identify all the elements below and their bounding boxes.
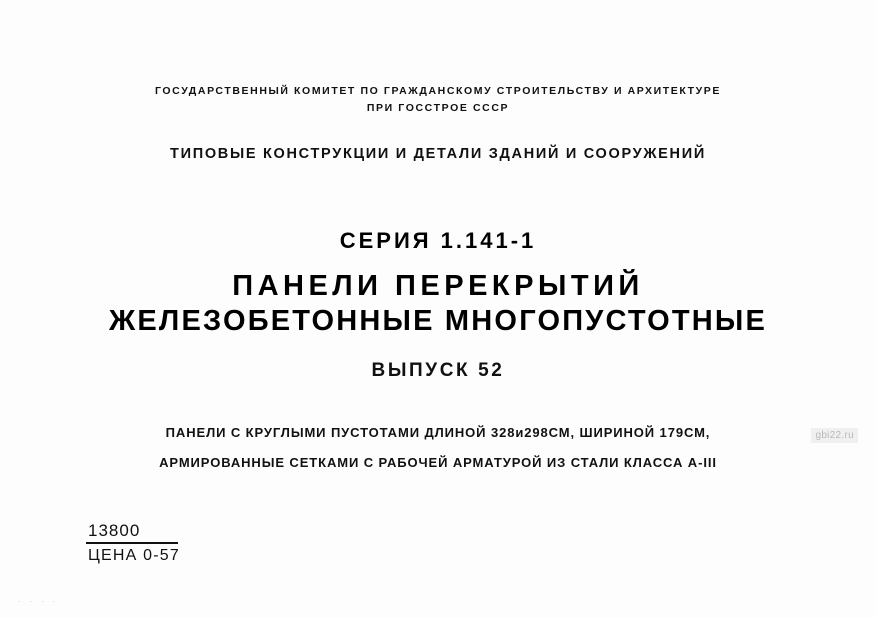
page-title-line-2: ЖЕЛЕЗОБЕТОННЫЕ МНОГОПУСТОТНЫЕ (108, 305, 768, 337)
site-watermark: gbi22.ru (811, 428, 858, 443)
code-price-block (86, 521, 206, 565)
description-line-1: ПАНЕЛИ С КРУГЛЫМИ ПУСТОТАМИ ДЛИНОЙ 328и298СМ, ШИРИНОЙ 179СМ, (165, 425, 711, 440)
organization-line-1: ГОСУДАРСТВЕННЫЙ КОМИТЕТ ПО ГРАЖДАНСКОМУ СТРОИТЕЛЬСТВУ И АРХИТЕКТУРЕ (154, 85, 721, 97)
page-title-line-1: ПАНЕЛИ ПЕРЕКРЫТИЙ (232, 270, 644, 302)
price-label: ЦЕНА 0-57 (88, 546, 181, 564)
organization-line-2: ПРИ ГОССТРОЕ СССР (366, 102, 510, 114)
series-number: СЕРИЯ 1.141-1 (339, 228, 537, 253)
issue-number: ВЫПУСК 52 (371, 360, 505, 381)
code-underline-rule (86, 542, 178, 544)
description-line-2: АРМИРОВАННЫЕ СЕТКАМИ С РАБОЧЕЙ АРМАТУРОЙ ИЗ СТАЛИ КЛАССА А-III (159, 455, 717, 470)
document-code-number: 13800 (88, 521, 141, 540)
document-subtitle: ТИПОВЫЕ КОНСТРУКЦИИ И ДЕТАЛИ ЗДАНИЙ И СООРУЖЕНИЙ (170, 146, 706, 162)
paper-smudge-marks: · · · · (18, 596, 59, 606)
